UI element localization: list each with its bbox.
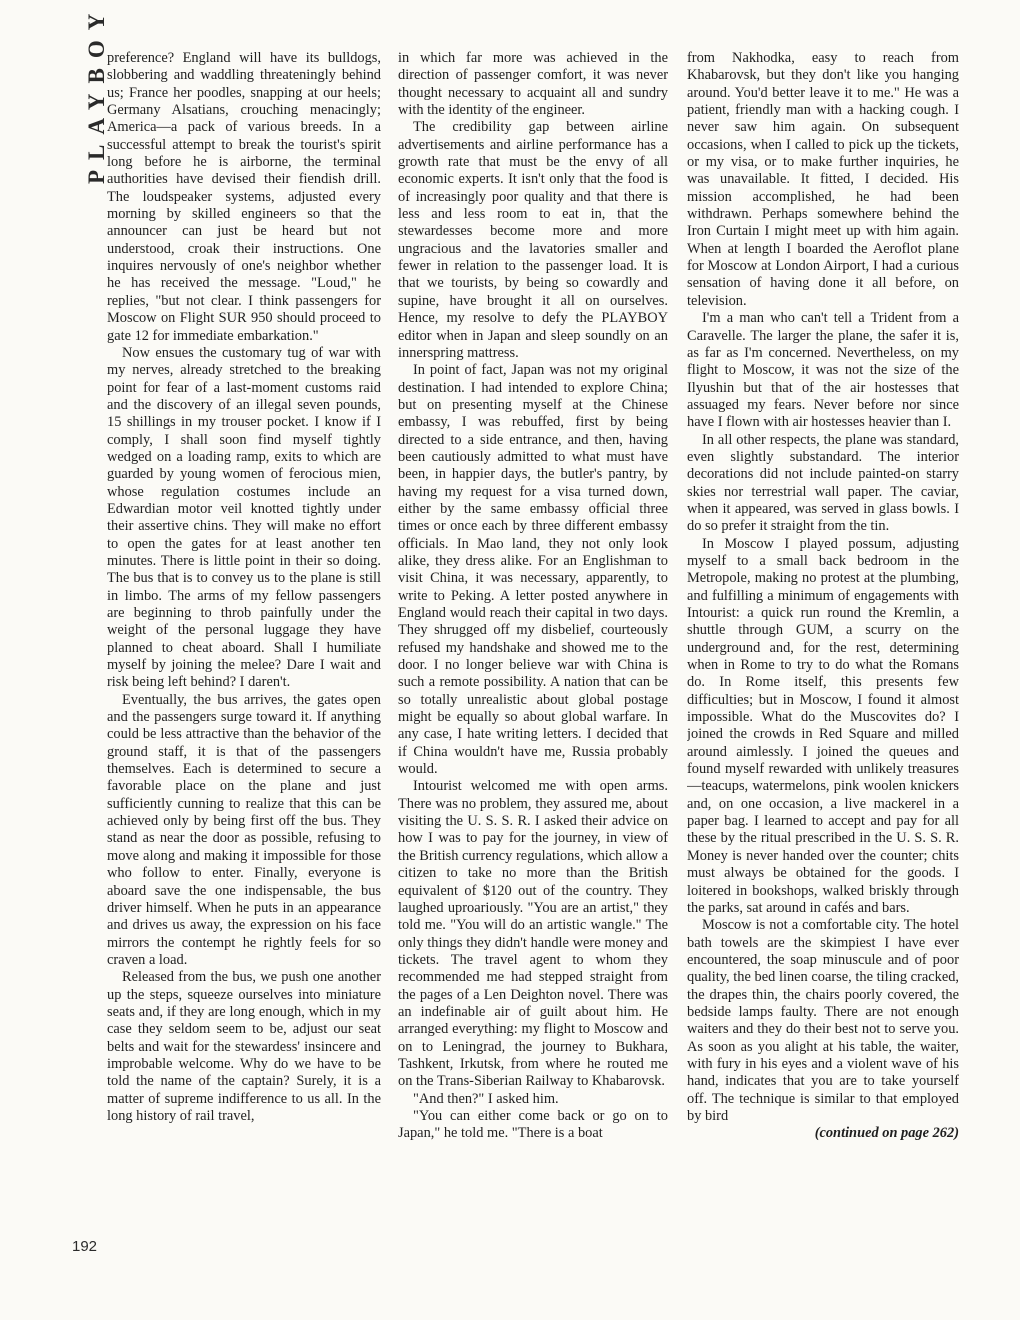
continued-line: (continued on page 262): [814, 1125, 959, 1142]
article-paragraph: The credibility gap between airline advertisements and airline performance has a growth rate that must be the envy of all economic experts. It isn't only that the food is of increasingly poor quality and that there is less and less room to eat in, that the stewardesses become more and more ungracious and the lavatories smaller and fewer in relation to the passenger load. It is that we tourists, by being so cowardly and supine, have brought it all on ourselves. Hence, my resolve to defy the PLAYBOY editor when in Japan and sleep soundly on an innerspring mattress.: [398, 119, 668, 361]
article-paragraph: In Moscow I played possum, adjusting myself to a small back bedroom in the Metropole, making no protest at the plumbing, and fulfilling a minimum of engagements with Intourist: a quick run round the Kremlin, a shuttle through GUM, a scurry on the underground and, for the rest, determining when in Rome to try to do what the Romans do. In Rome itself, this presents few difficulties; but in Moscow, I found it almost impossible. What do the Muscovites do? I joined the crowds in Red Square and milled around aimlessly. I joined the queues and found myself rewarded with unlikely treasures—teacups, watermelons, pink woolen knickers and, on one occasion, a live mackerel in a paper bag. I learned to accept and pay for all these by the ritual prescribed in the U. S. S. R. Money is never handed over the counter; chits must always be obtained for the goods. I loitered in bookshops, walked briskly through the parks, sat around in cafés and bars.: [687, 535, 959, 916]
article-paragraph: "You can either come back or go on to Japan," he told me. "There is a boat: [398, 1107, 668, 1142]
article-paragraph: Moscow is not a comfortable city. The hotel bath towels are the skimpiest I have ever encountered, the soap minuscule and of poor quality, the bed linen coarse, the tiling cracked, the drapes thin, the chairs poorly covered, the bedside lamps faulty. There are not enough waiters and they do their best not to serve you. As soon as you alight at his table, the waiter, with fury in his eyes and a violent wave of his hand, indicates that you are to take yourself off. The technique is similar to that employed by bird: [687, 917, 959, 1124]
page-number: 192: [72, 1238, 98, 1255]
article-paragraph: In all other respects, the plane was standard, even slightly substandard. The interior decorations did not include painted-on starry skies nor terrestrial wall paper. The caviar, when it appeared, was served in glass bowls. I do so prefer it straight from the tin.: [687, 431, 959, 535]
article-paragraph: in which far more was achieved in the direction of passenger comfort, it was never thought necessary to acquaint all and sundry with the identity of the engineer.: [398, 50, 668, 119]
article-paragraph: Released from the bus, we push one another up the steps, squeeze ourselves into miniature seats and, if they are long enough, which in my case they seldom seem to be, adjust our seat belts and wait for the stewardess' insincere and improbable welcome. Why do we have to be told the name of the captain? Surely, it is a matter of supreme indifference to us all. In the long history of rail travel,: [107, 969, 381, 1124]
article-paragraph: from Nakhodka, easy to reach from Khabarovsk, but they don't like you hanging around. You'd better leave it to me." He was a patient, friendly man with a hacking cough. I never saw him again. On subsequent occasions, when I called to pick up the tickets, or my visa, or to make further inquiries, he was unavailable. It fitted, I decided. His mission accomplished, he had been withdrawn. Perhaps somewhere behind the Iron Curtain I might meet up with him again. When at length I boarded the Aeroflot plane for Moscow at London Airport, I had a curious sensation of having done it all before, on television.: [687, 50, 959, 309]
article-paragraph: In point of fact, Japan was not my original destination. I had intended to explore China; but on presenting myself at the Chinese embassy, I was rebuffed, first by being directed to a side entrance, and then, having been cautiously admitted to what must have been, in happier days, the butler's pantry, by having my request for a visa turned down, either by the same embassy official three times or once each by three different embassy officials. In Mao land, they not only look alike, they dress alike. For an Englishman to visit China, it was necessary, apparently, to write to Peking. A letter posted anywhere in England would reach their capital in two days. They shrugged off my disbelief, courteously refused my handshake and showed me to the door. I no longer believe war with China is such a remote possibility. A nation that can be so totally unrealistic about global postage might be equally so about global warfare. In any case, I hate writing letters. I decided that if China wouldn't have me, Russia probably would.: [398, 362, 668, 778]
article-paragraph: preference? England will have its bulldogs, slobbering and waddling threateningly behind us; France her poodles, snapping at our heels; Germany Alsatians, crouching menacingly; America—a pack of various breeds. In a successful attempt to break the tourist's spirit long before he is airborne, the terminal authorities have devised their fiendish drill. The loudspeaker systems, adjusted every morning by skilled engineers so that the announcer can just be heard but not understood, croak their instructions. One inquires nervously of one's neighbor whether he has received the message. "Loud," he replies, "but not clear. I think passengers for Moscow on Flight SUR 950 should proceed to gate 12 for immediate embarkation.": [107, 50, 381, 344]
article-paragraph: Now ensues the customary tug of war with my nerves, already stretched to the breaking point for fear of a last-moment customs raid and the discovery of an illegal seven pounds, 15 shillings in my trouser pocket. I know if I comply, I shall soon find myself tightly wedged on a loading ramp, exits to which are guarded by young women of ferocious mien, whose regulation costumes include an Edwardian motor veil knotted tightly under their assertive chins. They will make no effort to open the gates for at least another ten minutes. There is little point in their so doing. The bus that is to convey us to the plane is still in limbo. The arms of my fellow passengers are beginning to throb painfully under the weight of the personal luggage they have planned to cheat aboard. Shall I humiliate myself by joining the melee? Dare I wait and risk being left behind? I daren't.: [107, 344, 381, 691]
article-paragraph: Eventually, the bus arrives, the gates open and the passengers surge toward it. If anything could be less attractive than the behavior of the ground staff, it is that of the passengers themselves. Each is determined to secure a favorable place on the plane and just sufficiently cunning to realize that this can be achieved only by being first off the bus. They stand as near the door as possible, refusing to move along and making it impossible for those who follow to enter. Finally, everyone is aboard save the one indispensable, the bus driver himself. When he puts in an appearance and drives us away, the expression on his face mirrors the contempt he rightly feels for so craven a load.: [107, 691, 381, 968]
article-paragraph: Intourist welcomed me with open arms. There was no problem, they assured me, about visiting the U. S. S. R. I asked their advice on how I was to pay for the journey, in view of the British currency regulations, which allow a citizen to take no more than the British equivalent of $120 out of the country. They laughed uproariously. "You are an artist," they told me. "You will do an artistic wangle." The only things they didn't handle were money and tickets. The travel agent to whom they recommended me had stepped straight from the pages of a Len Deighton novel. There was an indefinable air of guilt about him. He arranged everything: my flight to Moscow and on to Leningrad, the journey to Bukhara, Tashkent, Irkutsk, from where he routed me on the Trans-Siberian Railway to Khabarovsk.: [398, 778, 668, 1090]
article-paragraph: "And then?" I asked him.: [413, 1090, 559, 1107]
article-column-2: [398, 50, 668, 1260]
article-column-3: [687, 50, 959, 1262]
article-column-1: [107, 50, 381, 1268]
masthead-text: PLAYBOY: [84, 3, 109, 184]
article-paragraph: I'm a man who can't tell a Trident from a Caravelle. The larger the plane, the safer it is, as far as I'm concerned. Nevertheless, on my flight to Moscow, it was not the size of the Ilyushin but that of the air hostesses that assuaged my fears. Never before nor since have I flown with air hostesses heavier than I.: [687, 310, 959, 431]
magazine-masthead: [58, 3, 109, 198]
